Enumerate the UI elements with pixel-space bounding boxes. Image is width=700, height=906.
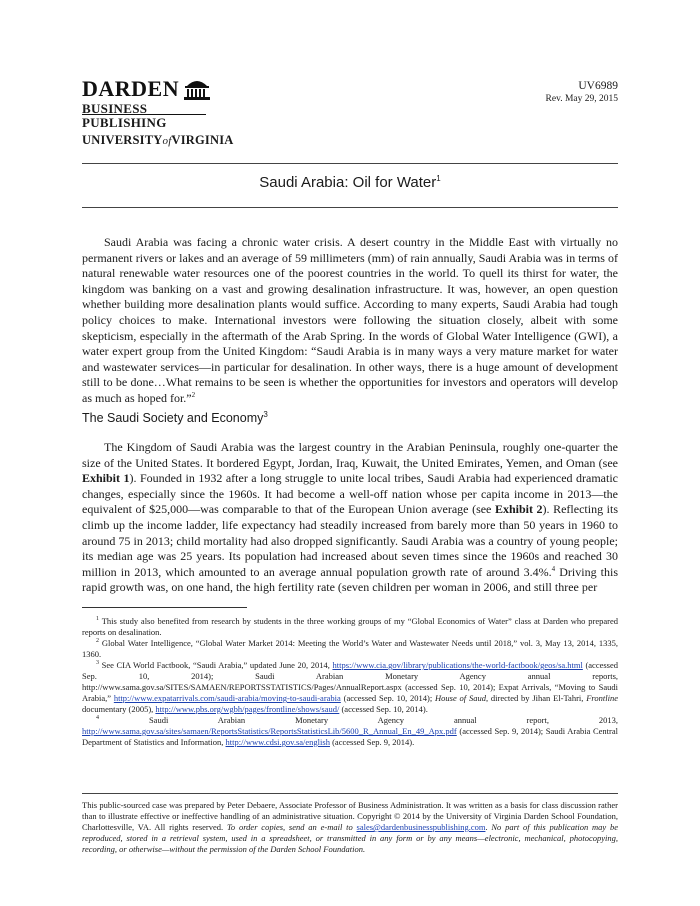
footnote-ref-3: 3 <box>263 410 268 419</box>
cia-factbook-link[interactable]: https://www.cia.gov/library/publications/the-world-factbook/geos/sa.html <box>332 660 583 670</box>
footnote-ref-1: 1 <box>436 174 441 183</box>
expat-arrivals-link[interactable]: http://www.expatarrivals.com/saudi-arabia/moving-to-saudi-arabia <box>113 693 341 703</box>
footnote-ref-2: 2 <box>191 390 196 399</box>
title-bottom-rule <box>82 207 618 208</box>
copyright-disclaimer: This public-sourced case was prepared by Peter Debaere, Associate Professor of Business Administration. It was written as a basis for class discussion rather than to illustrate effective or ineffective handling of an administrative situation. Copyright © 2014 by the University of Virginia Darden School Foundation, Charlottesville, VA. All rights reserved. To order copies, send an e-mail to sales@dardenbusinesspublishing.com. No part of this publication may be reproduced, stored in a retrieval system, used in a spreadsheet, or transmitted in any form or by any means—electronic, mechanical, photocopying, recording, or otherwise—without the permission of the Darden School Foundation. <box>82 800 619 854</box>
exhibit-2-ref: Exhibit 2 <box>494 502 543 517</box>
logo-university-of-virginia <box>82 133 234 148</box>
footnote-1: $^1$ This study also benefited from research by students in the three working groups of my “Global Economics of Water” class at Darden who prepared reports on desalination. <box>82 616 618 637</box>
rotunda-icon <box>183 76 211 100</box>
intro-paragraph <box>82 235 618 407</box>
footnote-2: $^2$ Global Water Intelligence, “Global Water Market 2014: Meeting the World’s Water and Wastewater Needs until 2018,” vol. 3, May 13, 2014, 1335, 1360. <box>82 638 619 659</box>
pbs-frontline-link[interactable]: http://www.pbs.org/wgbh/pages/frontline/shows/saud/ <box>155 704 340 714</box>
footnote-3: $^3$ See CIA World Factbook, “Saudi Arabia,” updated June 20, 2014, https://www.cia.gov/library/publications/the-world-factbook/geos/sa.html (accessed Sep. 10, 2014); Saudi Arabian Monetary Agency annual reports, http://www.sama.gov.sa/SITES/SAMAEN/REPORTSSTATISTICS/Pages/AnnualReport.aspx (accessed Sep. 10, 2014); Expat Arrivals, “Moving to Saudi Arabia,” http://www.expatarrivals.com/saudi-arabia/moving-to-saudi-arabia (accessed Sep. 10, 2014); House of Saud, directed by Jihan El-Tahri, Frontline documentary (2005), http://www.pbs.org/wgbh/pages/frontline/shows/saud/ (accessed Sep. 10, 2014). <box>82 660 619 714</box>
logo-business-publishing: BUSINESS PUBLISHING <box>82 101 167 130</box>
footnote-4: $^4$ Saudi Arabian Monetary Agency annual report, 2013, http://www.sama.gov.sa/sites/samaen/ReportsStatistics/ReportsStatisticsLib/5600_R_Annual_En_49_Apx.pdf (accessed Sep. 9, 2014); Saudi Arabia Central Department of Statistics and Information, http://www.cdsi.gov.sa/english (accessed Sep. 9, 2014). <box>82 715 619 747</box>
title-top-rule <box>82 163 618 164</box>
logo-of: of <box>162 135 172 147</box>
footnote-divider <box>82 607 247 608</box>
sales-email-link[interactable]: sales@dardenbusinesspublishing.com <box>356 822 486 832</box>
section-heading-text: The Saudi Society and Economy <box>82 411 264 426</box>
sama-report-link[interactable]: http://www.sama.gov.sa/sites/samaen/ReportsStatistics/ReportsStatisticsLib/5600_R_Annual_En_49_Apx.pdf <box>82 726 457 736</box>
logo-university: UNIVERSITY <box>82 133 163 147</box>
logo-darden-text: DARDEN <box>82 76 180 101</box>
logo-virginia: VIRGINIA <box>171 133 234 147</box>
footnote-ref-4: 4 <box>551 564 556 573</box>
logo-divider <box>82 114 206 115</box>
case-identifier <box>546 79 618 105</box>
exhibit-1-ref: Exhibit 1 <box>82 471 130 486</box>
case-title-text: Saudi Arabia: Oil for Water <box>259 174 437 191</box>
darden-logo <box>82 76 234 148</box>
footnotes <box>82 616 618 748</box>
intro-text: Saudi Arabia was facing a chronic water crisis. A desert country in the Middle East with virtually no permanent rivers or lakes and an average of 59 millimeters (mm) of rain annually, Saudi Arabia was in terms of natural renewable water resources one of the poorest countries in the world. To quell its thirst for water, the kingdom was banking on a vast and growing desalination infrastructure. It was, however, an open question whether building more desalination plants would suffice. According to many experts, Saudi Arabia had tough policy choices to make. International investors were following the situation closely, albeit with some skepticism, especially in the aftermath of the Arab Spring. In the words of Global Water Intelligence (GWI), a water expert group from the United Kingdom: “Saudi Arabia is in many ways a very mature market for water and wastewater services—in particular for desalination. In other ways, there is a huge amount of development still to be done…What remains to be seen is whether the opportunities for investors and operators will develop as much as hoped for.” <box>82 235 618 405</box>
section-paragraph: The Kingdom of Saudi Arabia was the largest country in the Arabian Peninsula, roughly one-quarter the size of the United States. It bordered Egypt, Jordan, Iraq, Kuwait, the United Emirates, Yemen, and Oman (see Exhibit 1). Founded in 1932 after a long struggle to unite local tribes, Saudi Arabia had experienced dramatic changes, especially since the 1960s. It had become a well-off nation whose per capita income in 2013—the equivalent of $25,000—was comparable to that of the European Union average (see Exhibit 2). Reflecting its climb up the income ladder, life expectancy had steadily increased from barely more than 50 years in 1960 to around 75 in 2013; child mortality had also dropped significantly. Saudi Arabia was a country of young people; its median age was 25 years. Its population had increased about seven times since the 1960s and reached 30 million in 2013, which amounted to an average annual population growth rate of around 3.4%.$^4$ Driving this rapid growth was, on one hand, the high fertility rate (seven children per woman in 2006, and still three per <box>82 440 619 595</box>
logo-darden-row <box>82 76 222 100</box>
cdsi-link[interactable]: http://www.cdsi.gov.sa/english <box>225 737 330 747</box>
disclaimer-rule <box>82 793 618 794</box>
revision-date: Rev. May 29, 2015 <box>545 94 618 104</box>
case-number: UV6989 <box>578 80 618 92</box>
section-heading <box>82 410 268 425</box>
case-title <box>82 174 618 191</box>
